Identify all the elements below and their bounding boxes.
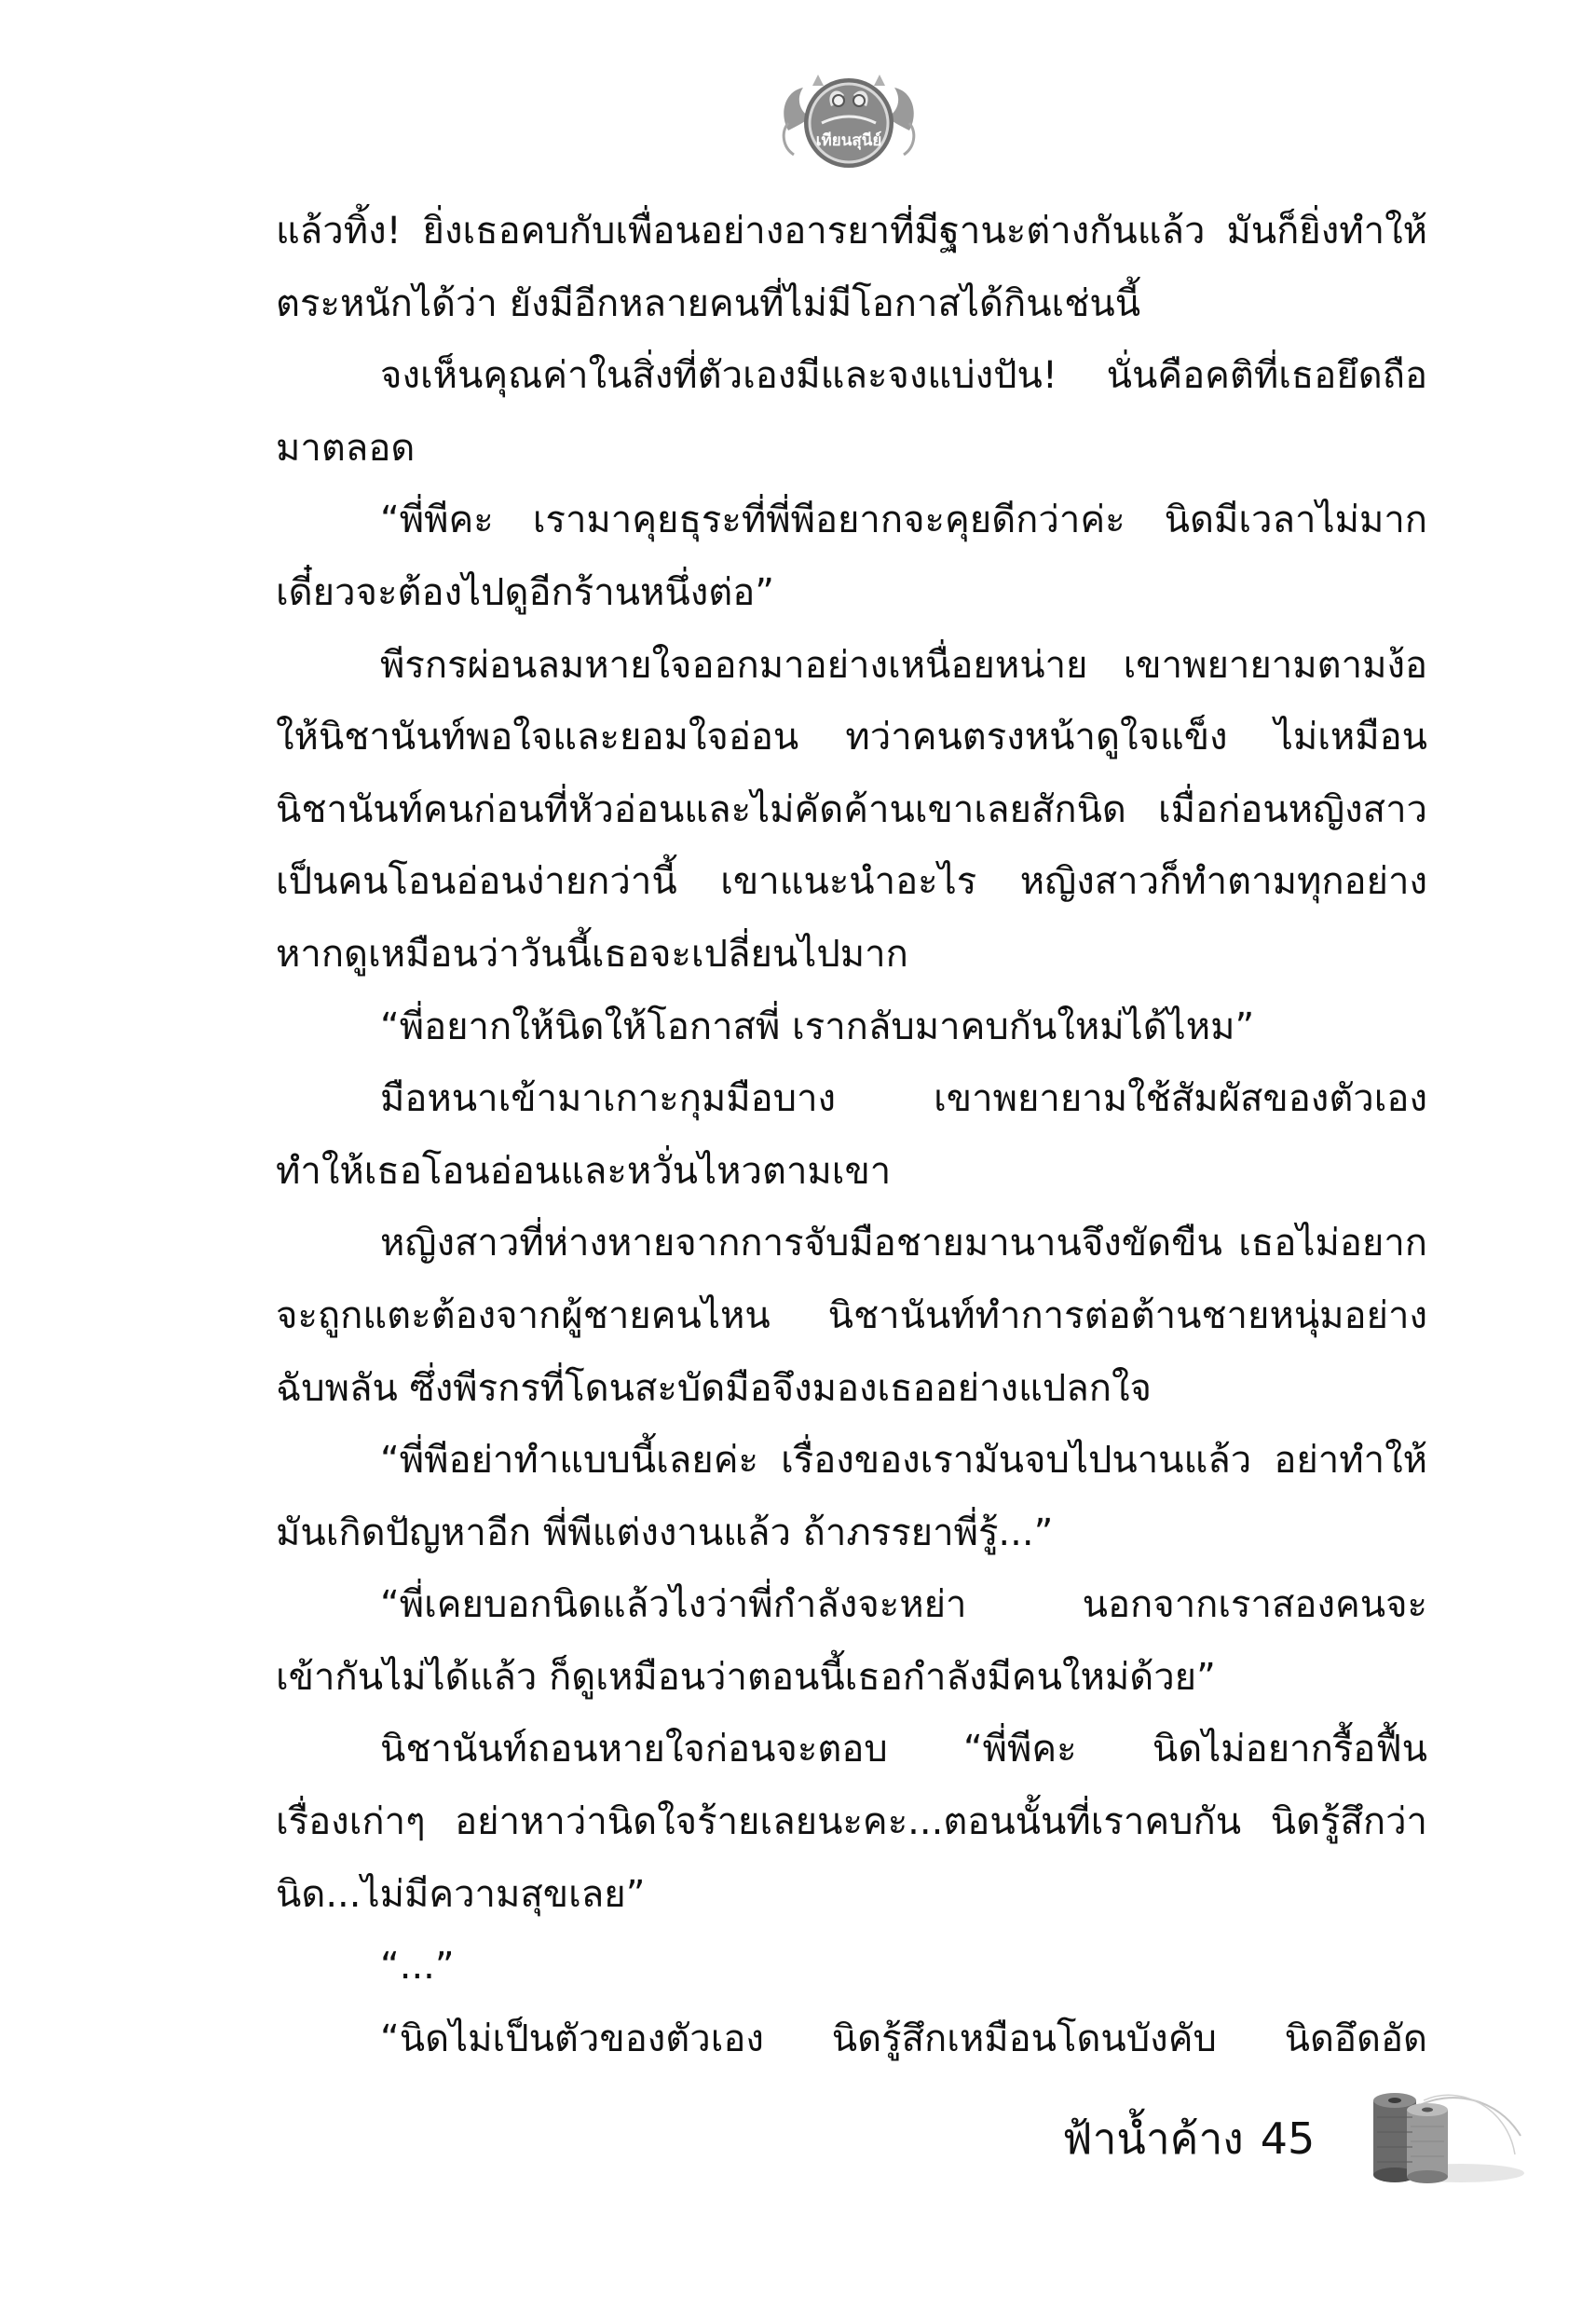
body-line: หากดูเหมือนว่าวันนี้เธอจะเปลี่ยนไปมาก <box>276 932 908 976</box>
body-line: ตระหนักได้ว่า ยังมีอีกหลายคนที่ไม่มีโอกาสได้กินเช่นนี้ <box>276 281 1141 325</box>
body-line: “นิดไม่เป็นตัวของตัวเอง นิดรู้สึกเหมือนโดนบังคับ นิดอึดอัด <box>380 2017 1427 2060</box>
body-line: เรื่องเก่าๆ อย่าหาว่านิดใจร้ายเลยนะคะ...ตอนนั้นที่เราคบกัน นิดรู้สึกว่า <box>276 1800 1427 1844</box>
body-line: ทำให้เธอโอนอ่อนและหวั่นไหวตามเขา <box>276 1149 892 1193</box>
body-line: นิชานันท์ถอนหายใจก่อนจะตอบ “พี่พีคะ นิดไม่อยากรื้อฟื้น <box>380 1728 1427 1771</box>
body-line: “พี่พีคะ เรามาคุยธุระที่พี่พีอยากจะคุยดีกว่าค่ะ นิดมีเวลาไม่มาก <box>380 499 1427 542</box>
body-line: “...” <box>380 1945 455 1989</box>
body-line: มันเกิดปัญหาอีก พี่พีแต่งงานแล้ว ถ้าภรรยาพี่รู้...” <box>276 1511 1054 1554</box>
body-line: จงเห็นคุณค่าในสิ่งที่ตัวเองมีและจงแบ่งปัน! นั่นคือคติที่เธอยึดถือ <box>380 354 1427 398</box>
body-line: หญิงสาวที่ห่างหายจากการจับมือชายมานานจึงขัดขืน เธอไม่อยาก <box>380 1222 1427 1265</box>
body-line: มาตลอด <box>276 426 416 470</box>
body-line: “พี่อยากให้นิดให้โอกาสพี่ เรากลับมาคบกันใหม่ได้ไหม” <box>380 1005 1255 1048</box>
body-line: ฉับพลัน ซึ่งพีรกรที่โดนสะบัดมือจึงมองเธออย่างแปลกใจ <box>276 1366 1152 1410</box>
body-line: จะถูกแตะต้องจากผู้ชายคนไหน นิชานันท์ทำการต่อต้านชายหนุ่มอย่าง <box>276 1293 1427 1337</box>
emblem-text: เทียนสุนีย์ <box>815 131 882 150</box>
page-number: 45 <box>1260 2113 1316 2164</box>
page-footer <box>1062 2097 1315 2181</box>
book-title: ฟ้าน้ำค้าง <box>1062 2113 1244 2164</box>
body-line: “พี่เคยบอกนิดแล้วไงว่าพี่กำลังจะหย่า นอกจากเราสองคนจะ <box>380 1583 1427 1627</box>
body-line: นิชานันท์คนก่อนที่หัวอ่อนและไม่คัดค้านเขาเลยสักนิด เมื่อก่อนหญิงสาว <box>276 787 1427 831</box>
text-body <box>276 196 1427 2075</box>
body-line: เข้ากันไม่ได้แล้ว ก็ดูเหมือนว่าตอนนี้เธอกำลังมีคนใหม่ด้วย” <box>276 1655 1216 1699</box>
body-line: มือหนาเข้ามาเกาะกุมมือบาง เขาพยายามใช้สัมผัสของตัวเอง <box>380 1077 1427 1121</box>
body-line: นิด...ไม่มีความสุขเลย” <box>276 1872 646 1916</box>
body-line: ให้นิชานันท์พอใจและยอมใจอ่อน ทว่าคนตรงหน้าดูใจแข็ง ไม่เหมือน <box>276 716 1427 759</box>
body-line: “พี่พีอย่าทำแบบนี้เลยค่ะ เรื่องของเรามันจบไปนานแล้ว อย่าทำให้ <box>380 1439 1427 1483</box>
body-line: เป็นคนโอนอ่อนง่ายกว่านี้ เขาแนะนำอะไร หญิงสาวก็ทำตามทุกอย่าง <box>276 860 1427 904</box>
ornate-crest-icon <box>775 65 922 181</box>
thread-spools-icon <box>1349 2080 1526 2192</box>
body-line: พีรกรผ่อนลมหายใจออกมาอย่างเหนื่อยหน่าย เขาพยายามตามง้อ <box>380 643 1427 687</box>
body-line: แล้วทิ้ง! ยิ่งเธอคบกับเพื่อนอย่างอารยาที่มีฐานะต่างกันแล้ว มันก็ยิ่งทำให้ <box>276 210 1427 253</box>
body-line: เดี๋ยวจะต้องไปดูอีกร้านหนึ่งต่อ” <box>276 570 774 614</box>
